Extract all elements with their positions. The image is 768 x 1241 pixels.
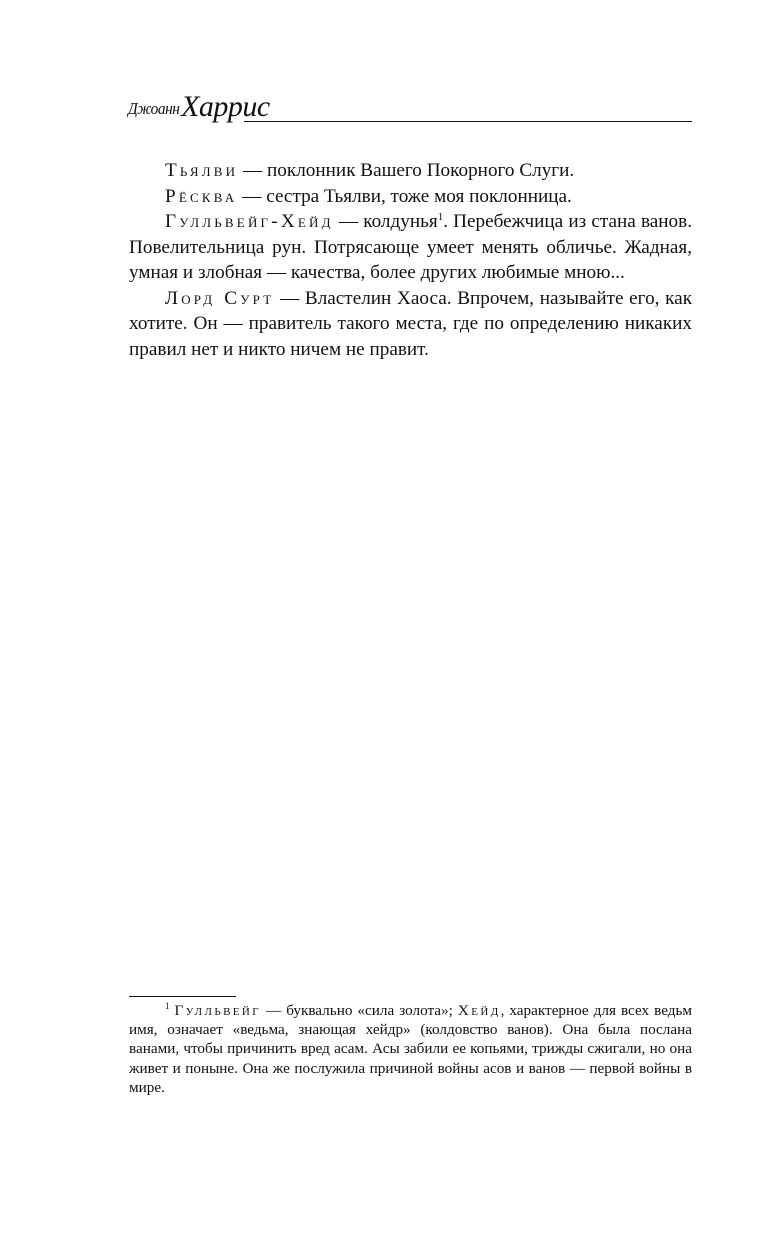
footnote-marker: 1 [165, 1001, 170, 1011]
character-description: сестра Тьялви, тоже моя поклонница. [266, 185, 572, 207]
author-first-name: Джоанн [128, 99, 180, 118]
author-signature [128, 92, 270, 122]
footnote-reference: 1 [437, 211, 444, 223]
footnote-term: Гулльвейг [174, 1002, 262, 1019]
footnote-text [129, 1001, 692, 1097]
author-last-name: Харрис [181, 90, 270, 123]
header-rule [244, 121, 692, 122]
entry-dash: — [242, 185, 262, 207]
character-description: Властелин Хаоса. Впрочем, называйте его, как хотите. Он — правитель такого места, где по определению никаких правил нет и никто ничем не правит. [129, 287, 693, 360]
footnote-text-part: , характерное для всех ведьм имя, означает «ведьма, знающая хейдр» (колдовство ванов). Она была послана ванами, чтобы причинить вред асам. Асы забили ее копьями, трижды сжигали, но она живет и поныне. Она же послужила причиной войны асов и ванов — первой войны в мире. [129, 1002, 692, 1096]
character-entry [129, 184, 692, 210]
footnote [129, 1001, 692, 1097]
footnote-text-part: — буквально «сила золота»; [261, 1002, 458, 1019]
character-name: Тьялви [165, 160, 239, 181]
character-entry [129, 286, 692, 363]
character-name: Рёсква [165, 185, 238, 207]
character-name: Лорд Сурт [165, 287, 275, 309]
entry-dash: — [243, 160, 263, 181]
entry-dash: — [280, 287, 300, 309]
character-entry [129, 158, 692, 184]
entry-dash: — [338, 211, 359, 232]
character-list [129, 158, 692, 362]
character-entry [129, 209, 692, 286]
description-part: . Перебежчица из стана ванов. Повелительница рун. Потрясающе умеет менять обличье. Жадная, умная и злобная — качества, более других любимые мною... [129, 211, 692, 283]
character-name: Гулльвейг-Хейд [165, 211, 334, 232]
footnote-rule [129, 996, 236, 997]
footnote-term: Хейд [457, 1002, 501, 1019]
description-part: колдунья [363, 211, 438, 232]
character-description: поклонник Вашего Покорного Слуги. [267, 160, 575, 181]
running-header [128, 92, 692, 132]
